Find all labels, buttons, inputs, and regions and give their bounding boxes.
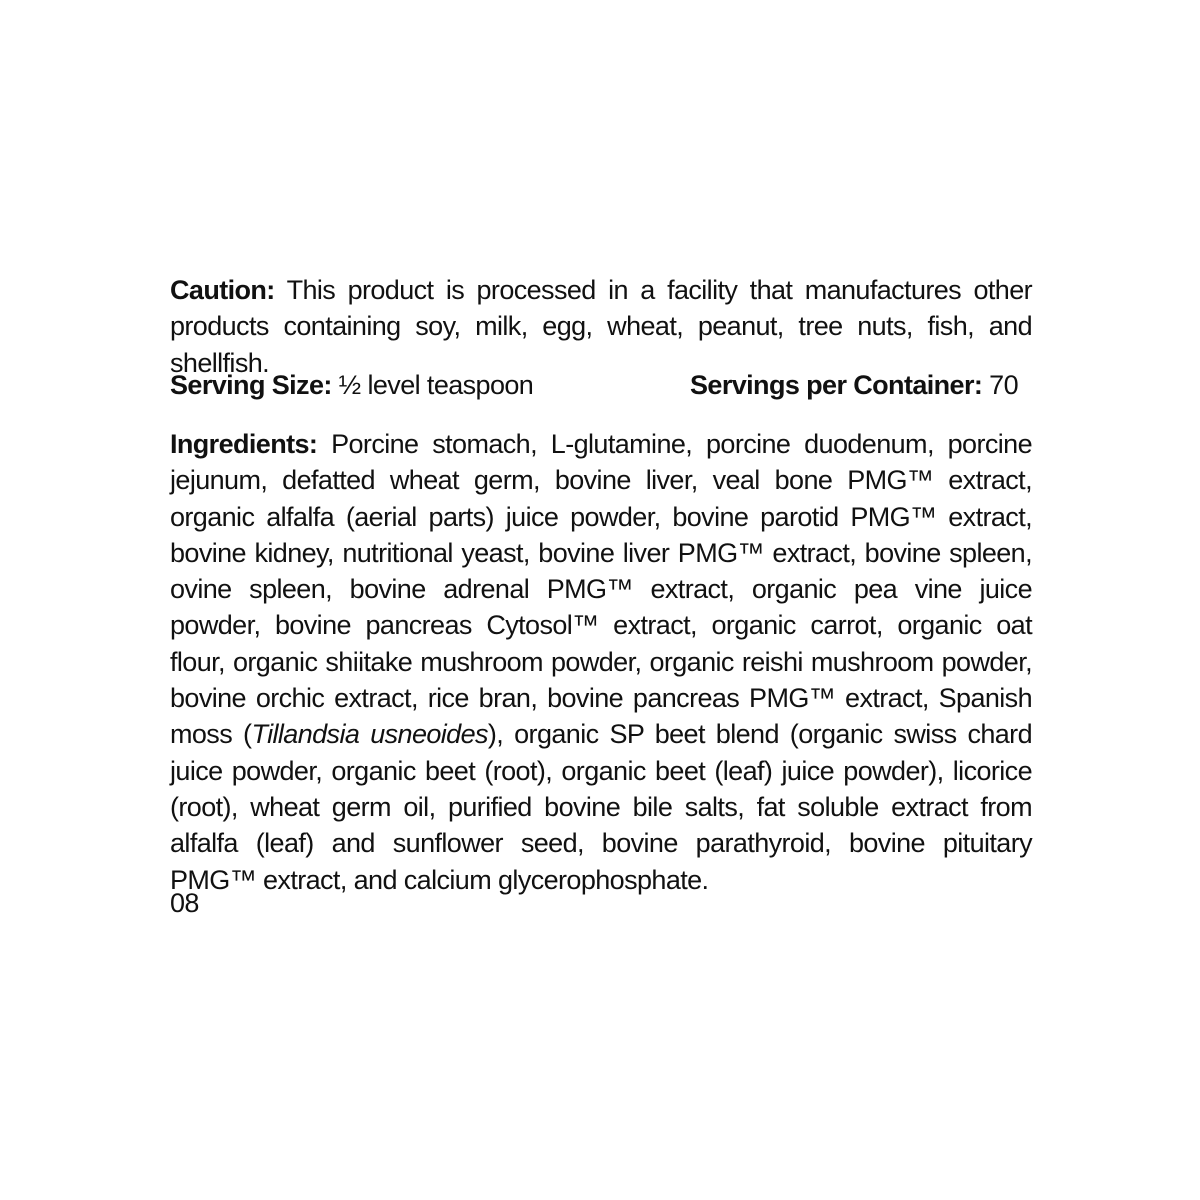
ingredients-statement [170,426,1032,898]
lot-code: 08 [170,888,199,918]
ingredients-text-part-2: ), organic SP beet blend (organic swiss chard juice powder, organic beet (root), organic beet (leaf) juice powder), licorice (root), wheat germ oil, purified bovine bile salts, fat soluble extract from alfalfa (leaf) and sunflower seed, bovine parathyroid, bovine pituitary PMG™ extract, and calcium glycerophosphate. [170,719,1032,895]
caution-label: Caution: [170,275,275,305]
serving-size [170,367,533,403]
servings-per-container-value: 70 [982,370,1019,400]
ingredients-latin-name: Tillandsia usneoides [251,719,488,750]
servings-per-container [690,367,1018,403]
serving-size-value: ½ level teaspoon [331,370,534,400]
caution-statement [170,272,1032,381]
serving-info-row [170,367,1032,403]
serving-size-label: Serving Size: [170,370,332,400]
ingredients-label: Ingredients: [170,429,318,459]
ingredients-text-part-1: Porcine stomach, L-glutamine, porcine duodenum, porcine jejunum, defatted wheat germ, bovine liver, veal bone PMG™ extract, organic alfalfa (aerial parts) juice powder, bovine parotid PMG™ extract, bovine kidney, nutritional yeast, bovine liver PMG™ extract, bovine spleen, ovine spleen, bovine adrenal PMG™ extract, organic pea vine juice powder, bovine pancreas Cytosol™ extract, organic carrot, organic oat flour, organic shiitake mushroom powder, organic reishi mushroom powder, bovine orchic extract, rice bran, bovine pancreas PMG™ extract, Spanish moss ( [170,429,1032,750]
caution-text: This product is processed in a facility that manufactures other products containing soy, milk, egg, wheat, peanut, tree nuts, fish, and shellfish. [170,275,1032,378]
servings-per-container-label: Servings per Container: [690,370,983,400]
